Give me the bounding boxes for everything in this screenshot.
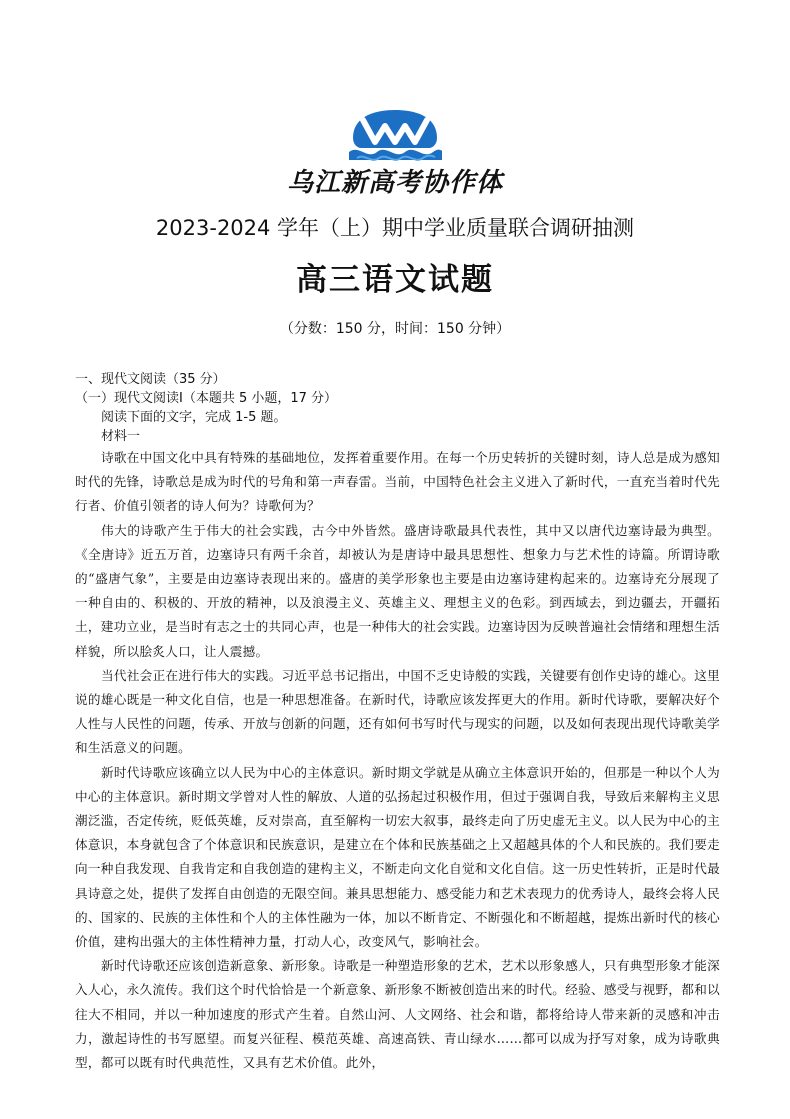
reading-section: [75, 370, 720, 1075]
organization-name: 乌江新高考协作体: [286, 168, 503, 198]
page-title: 高三语文试题: [296, 262, 494, 298]
paragraph-3: 当代社会正在进行伟大的实践。习近平总书记指出，中国不乏史诗般的实践，关键要有创作史诗的雄心。这里说的雄心既是一种文化自信，也是一种思想准备。在新时代，诗歌应该发挥更大的作用。新时代诗歌，要解决好个人性与人民性的问题，传承、开放与创新的问题，还有如何书写时代与现实的问题，以及如何表现出现代诗歌美学和生活意义的问题。: [75, 667, 720, 756]
subsection-heading: （一）现代文阅读Ⅰ（本题共 5 小题，17 分）: [75, 391, 338, 406]
material-label: 材料一: [101, 429, 141, 444]
paragraph-1: 诗歌在中国文化中具有特殊的基础地位，发挥着重要作用。在每一个历史转折的关键时刻，诗人总是成为感知时代的先锋，诗歌总是成为时代的号角和第一声春雷。当前，中国特色社会主义进入了新时代，一直充当着时代先行者、价值引领者的诗人何为？诗歌何为？: [75, 450, 720, 514]
section-heading: 一、现代文阅读（35 分）: [75, 372, 226, 387]
exam-name: 2023-2024 学年（上）期中学业质量联合调研抽测: [155, 216, 635, 240]
instruction-text: 阅读下面的文字，完成 1-5 题。: [101, 410, 287, 425]
paragraph-5: 新时代诗歌还应该创造新意象、新形象。诗歌是一种塑造形象的艺术，艺术以形象感人，只有典型形象才能深入人心，永久流传。我们这个时代恰恰是一个新意象、新形象不断被创造出来的时代。经验、感受与视野，都和以往大不相同，并以一种加速度的形式产生着。自然山河、人文网络、社会和谐，都将给诗人带来新的灵感和冲击力，激起诗性的书写愿望。而复兴征程、模范英雄、高速高铁、青山绿水……都可以成为抒写对象，成为诗歌典型，都可以既有时代典范性，又具有艺术价值。此外，: [75, 958, 720, 1071]
paragraph-4: 新时代诗歌应该确立以人民为中心的主体意识。新时期文学就是从确立主体意识开始的，但那是一种以个人为中心的主体意识。新时期文学曾对人性的解放、人道的弘扬起过积极作用，但过于强调自我，导致后来解构主义思潮泛滥，否定传统，贬低英雄，反对崇高，直至解构一切宏大叙事，最终走向了历史虚无主义。以人民为中心的主体意识，本身就包含了个体意识和民族意识，是建立在个体和民族基础之上又超越具体的个人和民族的。我们要走向一种自我发现、自我肯定和自我创造的建构主义，不断走向文化自觉和文化自信。这一历史性转折，正是时代最具诗意之处，提供了发挥自由创造的无限空间。兼具思想能力、感受能力和艺术表现力的优秀诗人，最终会将人民的、国家的、民族的主体性和个人的主体性融为一体，加以不断肯定、不断强化和不断超越，提炼出新时代的核心价值，建构出强大的主体性精神力量，打动人心，改变风气，影响社会。: [75, 764, 720, 950]
score-time-info: （分数：150 分，时间：150 分钟）: [279, 321, 511, 337]
wujiang-wave-logo-icon: [345, 108, 445, 168]
paragraph-2: 伟大的诗歌产生于伟大的社会实践，古今中外皆然。盛唐诗歌最具代表性，其中又以唐代边塞诗最为典型。《全唐诗》近五万首，边塞诗只有两千余首，却被认为是唐诗中最具思想性、想象力与艺术性的诗篇。所谓诗歌的“盛唐气象”，主要是由边塞诗表现出来的。盛唐的美学形象也主要是由边塞诗建构起来的。边塞诗充分展现了一种自由的、积极的、开放的精神，以及浪漫主义、英雄主义、理想主义的色彩。到西域去，到边疆去，开疆拓土，建功立业，是当时有志之士的共同心声，也是一种伟大的社会实践。边塞诗因为反映普遍社会情绪和理想生活样貌，所以脍炙人口，让人震撼。: [75, 522, 720, 659]
